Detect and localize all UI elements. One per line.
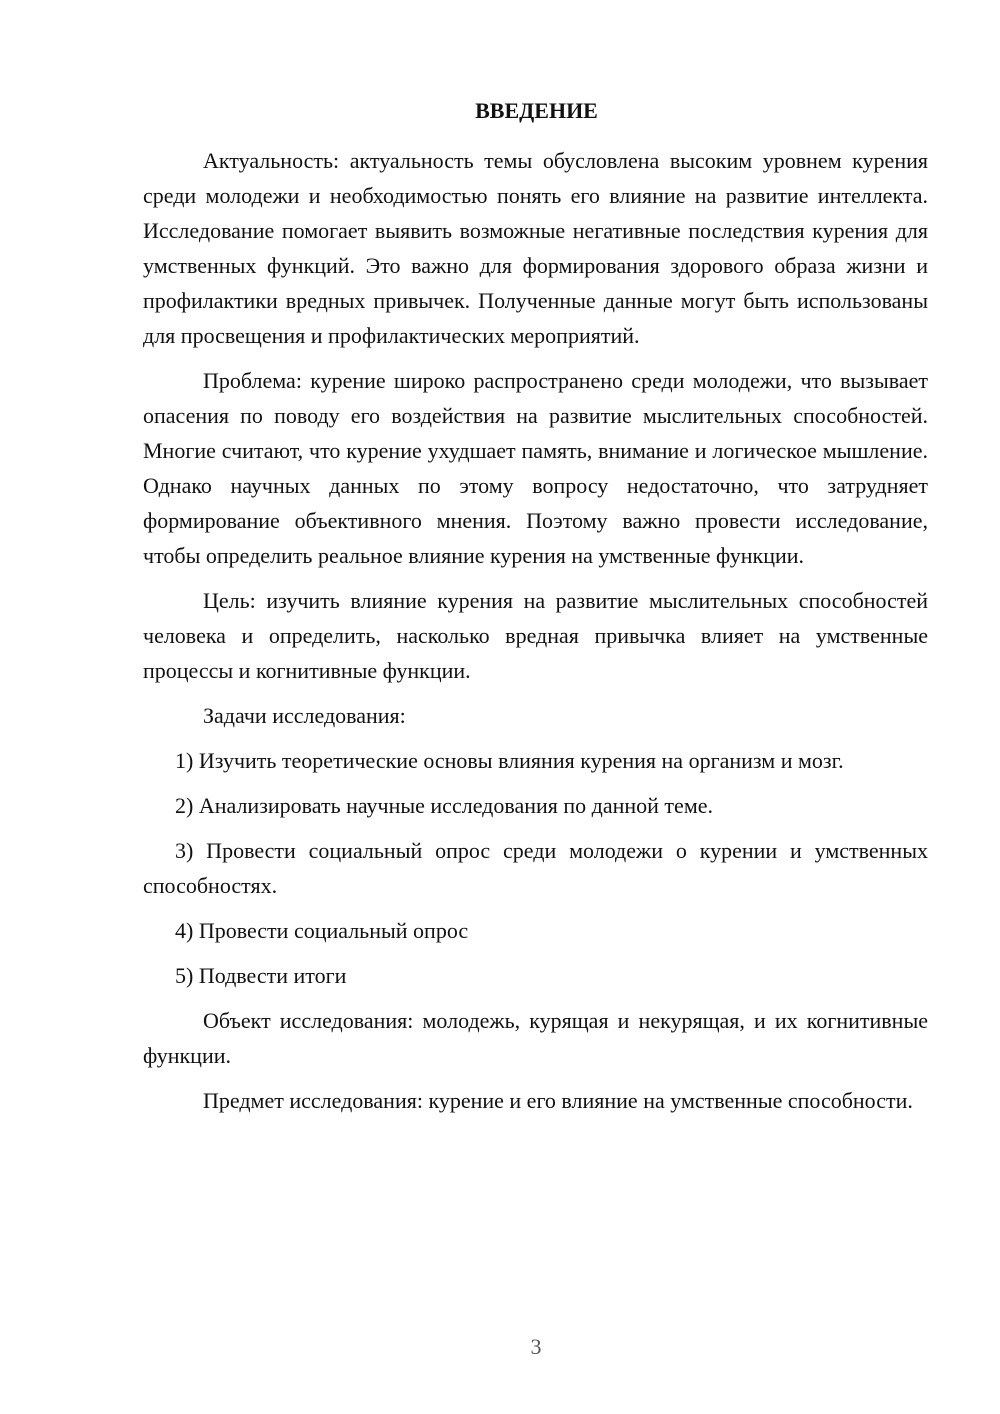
task-item-5: 5) Подвести итоги <box>175 963 347 988</box>
tasks-heading: Задачи исследования: <box>203 703 406 728</box>
page-number: 3 <box>530 1334 542 1359</box>
page-title: ВВЕДЕНИЕ <box>475 98 598 123</box>
task-item-1: 1) Изучить теоретические основы влияния курения на организм и мозг. <box>175 748 844 773</box>
goal-paragraph: Цель: изучить влияние курения на развитие мыслительных способностей человека и определить, насколько вредная привычка влияет на умственные процессы и когнитивные функции. <box>143 588 928 683</box>
task-item-2: 2) Анализировать научные исследования по данной теме. <box>175 793 714 818</box>
object-paragraph: Объект исследования: молодежь, курящая и некурящая, и их когнитивные функции. <box>143 1008 928 1068</box>
relevance-paragraph: Актуальность: актуальность темы обусловлена высоким уровнем курения среди молодежи и необходимостью понять его влияние на развитие интеллекта. Исследование помогает выявить возможные негативные последствия курения для умственных функций. Это важно для формирования здорового образа жизни и профилактики вредных привычек. Полученные данные могут быть использованы для просвещения и профилактических мероприятий. <box>143 148 928 348</box>
task-item-4: 4) Провести социальный опрос <box>175 918 469 943</box>
document-page <box>143 96 928 1118</box>
subject-paragraph: Предмет исследования: курение и его влияние на умственные способности. <box>203 1088 913 1113</box>
problem-paragraph: Проблема: курение широко распространено среди молодежи, что вызывает опасения по поводу его воздействия на развитие мыслительных способностей. Многие считают, что курение ухудшает память, внимание и логическое мышление. Однако научных данных по этому вопросу недостаточно, что затрудняет формирование объективного мнения. Поэтому важно провести исследование, чтобы определить реальное влияние курения на умственные функции. <box>143 368 928 568</box>
task-item-3: 3) Провести социальный опрос среди молодежи о курении и умственных способностях. <box>143 838 928 898</box>
